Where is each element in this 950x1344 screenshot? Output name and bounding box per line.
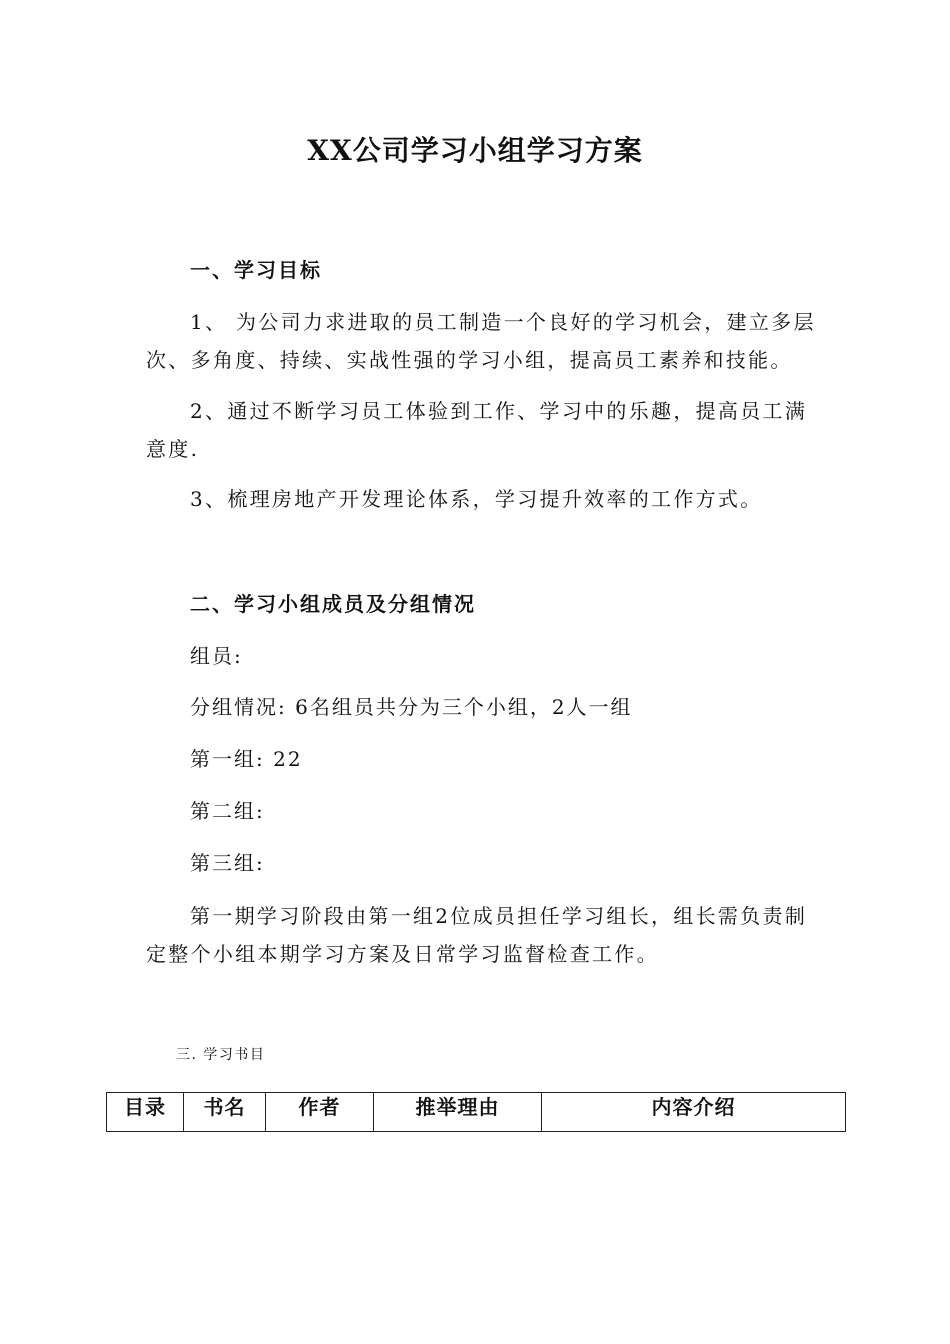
section-heading-book-list: 三. 学习书目 [176,1047,266,1063]
group-3-line: 第三组: [190,851,265,875]
table-header-cell-description: 内容介绍 [542,1093,846,1132]
group-2-line: 第二组: [190,799,265,823]
table-header-cell-catalog: 目录 [107,1093,184,1132]
leader-note: 第一期学习阶段由第一组2位成员担任学习组长，组长需负责制定整个小组本期学习方案及日常学习监督检查工作。 [146,904,808,966]
goal-item-1: 1、 为公司力求进取的员工制造一个良好的学习机会，建立多层次、多角度、持续、实战性强的学习小组，提高员工素养和技能。 [146,310,816,372]
goal-item-3: 3、梳理房地产开发理论体系，学习提升效率的工作方式。 [190,487,763,511]
table-header-cell-reason: 推举理由 [374,1093,542,1132]
members-line: 组员: [190,644,243,668]
table-header-row [107,1093,846,1132]
section-heading-members: 二、学习小组成员及分组情况 [190,592,476,616]
table-header-cell-book-name: 书名 [184,1093,266,1132]
grouping-line: 分组情况: 6名组员共分为三个小组，2人一组 [190,695,633,719]
group-1-line: 第一组: 22 [190,747,303,771]
book-list-table [106,1092,846,1132]
table-header-cell-author: 作者 [266,1093,374,1132]
document-title: XX公司学习小组学习方案 [307,134,643,167]
goal-item-2: 2、通过不断学习员工体验到工作、学习中的乐趣，提高员工满意度. [146,399,808,461]
section-heading-learning-goals: 一、学习目标 [190,258,322,282]
